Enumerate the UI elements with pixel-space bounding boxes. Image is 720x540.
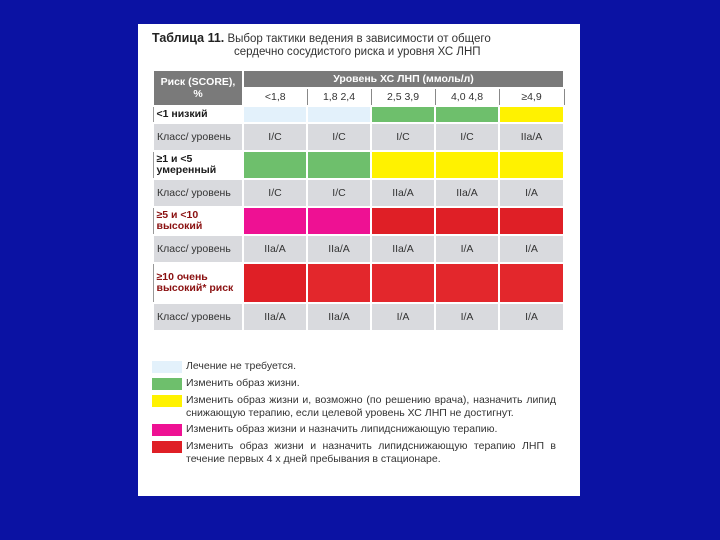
- class-level-label: Класс/ уровень: [153, 235, 243, 263]
- ldl-column-header: 1,8 2,4: [307, 88, 371, 106]
- risk-color-cell: [307, 263, 371, 303]
- recommendation-class-cell: IIa/A: [499, 123, 564, 151]
- recommendation-class-cell: I/A: [499, 303, 564, 331]
- risk-header: Риск (SCORE), %: [153, 70, 243, 106]
- legend-item: [152, 394, 564, 419]
- recommendation-class-cell: I/A: [435, 303, 499, 331]
- recommendation-class-cell: I/C: [307, 179, 371, 207]
- risk-category-label: ≥10 очень высокий* риск: [153, 263, 243, 303]
- class-level-label: Класс/ уровень: [153, 179, 243, 207]
- ldl-column-header: ≥4,9: [499, 88, 564, 106]
- ldl-column-header: <1,8: [243, 88, 307, 106]
- risk-color-cell: [371, 106, 435, 123]
- recommendation-class-cell: I/A: [371, 303, 435, 331]
- risk-color-cell: [371, 263, 435, 303]
- risk-category-label: ≥5 и <10 высокий: [153, 207, 243, 235]
- risk-color-cell: [371, 207, 435, 235]
- risk-color-cell: [243, 263, 307, 303]
- risk-color-cell: [499, 106, 564, 123]
- recommendation-class-cell: I/C: [243, 179, 307, 207]
- legend-item: [152, 360, 564, 373]
- legend-swatch: [152, 424, 182, 436]
- legend: [152, 360, 564, 469]
- legend-text: Изменить образ жизни.: [186, 377, 300, 389]
- class-level-label: Класс/ уровень: [153, 123, 243, 151]
- recommendation-class-cell: IIa/A: [371, 235, 435, 263]
- recommendation-class-cell: I/A: [499, 179, 564, 207]
- ldl-column-header: 2,5 3,9: [371, 88, 435, 106]
- document-panel: [138, 24, 580, 496]
- recommendation-class-cell: IIa/A: [307, 303, 371, 331]
- legend-swatch: [152, 361, 182, 373]
- recommendation-class-cell: IIa/A: [307, 235, 371, 263]
- risk-color-cell: [435, 207, 499, 235]
- risk-color-cell: [307, 151, 371, 179]
- risk-color-cell: [499, 151, 564, 179]
- risk-color-cell: [435, 151, 499, 179]
- legend-swatch: [152, 378, 182, 390]
- recommendation-class-cell: I/C: [435, 123, 499, 151]
- risk-category-label: <1 низкий: [153, 106, 243, 123]
- ldl-column-header: 4,0 4,8: [435, 88, 499, 106]
- recommendation-class-cell: I/A: [435, 235, 499, 263]
- risk-color-cell: [243, 151, 307, 179]
- risk-color-cell: [243, 207, 307, 235]
- risk-color-cell: [435, 263, 499, 303]
- recommendation-class-cell: I/C: [307, 123, 371, 151]
- risk-color-cell: [499, 207, 564, 235]
- recommendation-class-cell: IIa/A: [435, 179, 499, 207]
- legend-swatch: [152, 395, 182, 407]
- legend-item: [152, 423, 564, 436]
- table-number: Таблица 11.: [152, 31, 225, 45]
- ldl-level-header: Уровень ХС ЛНП (ммоль/л): [243, 70, 564, 88]
- recommendation-class-cell: IIa/A: [371, 179, 435, 207]
- recommendation-class-cell: I/A: [499, 235, 564, 263]
- risk-color-cell: [307, 106, 371, 123]
- risk-color-cell: [371, 151, 435, 179]
- legend-item: [152, 377, 564, 390]
- legend-swatch: [152, 441, 182, 453]
- legend-text: Изменить образ жизни и назначить липидснижающую терапию ЛНП в течение первых 4 х дней пребывания в стационаре.: [186, 440, 556, 465]
- risk-color-cell: [499, 263, 564, 303]
- risk-color-cell: [435, 106, 499, 123]
- legend-item: [152, 440, 564, 465]
- risk-color-cell: [243, 106, 307, 123]
- caption-line-2: сердечно сосудистого риска и уровня ХС ЛНП: [234, 46, 481, 58]
- legend-text: Изменить образ жизни и назначить липидснижающую терапию.: [186, 423, 498, 435]
- risk-category-label: ≥1 и <5 умеренный: [153, 151, 243, 179]
- recommendation-class-cell: I/C: [371, 123, 435, 151]
- risk-table: [152, 69, 565, 332]
- legend-text: Лечение не требуется.: [186, 360, 296, 372]
- recommendation-class-cell: IIa/A: [243, 235, 307, 263]
- risk-color-cell: [307, 207, 371, 235]
- caption-line-1: Выбор тактики ведения в зависимости от общего: [227, 33, 491, 45]
- recommendation-class-cell: I/C: [243, 123, 307, 151]
- class-level-label: Класс/ уровень: [153, 303, 243, 331]
- table-caption: [152, 32, 572, 59]
- recommendation-class-cell: IIa/A: [243, 303, 307, 331]
- legend-text: Изменить образ жизни и, возможно (по решению врача), назначить липид снижающую терапию, если целевой уровень ХС ЛНП не достигнут.: [186, 394, 556, 419]
